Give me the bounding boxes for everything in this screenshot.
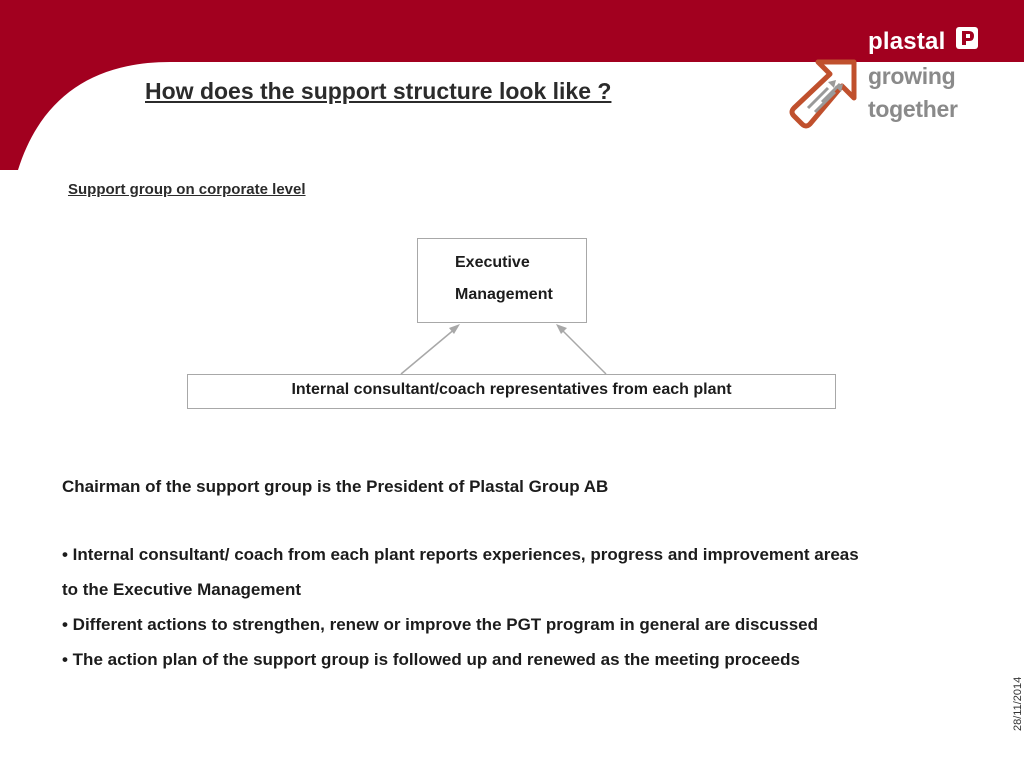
connector-arrow-left [401, 324, 460, 374]
plastal-p-mark-icon [956, 27, 978, 49]
tagline-growing: growing [868, 63, 956, 89]
growth-arrow-logo-icon [788, 58, 858, 132]
tagline-together: together [868, 96, 958, 122]
consultant-box-label: Internal consultant/coach representatives from each plant [291, 381, 732, 398]
date-stamp: 28/11/2014 [1012, 676, 1024, 731]
bullet-item-actions: • Different actions to strengthen, renew or improve the PGT program in general are discussed [62, 615, 819, 634]
bullet-item-reports: • Internal consultant/ coach from each plant reports experiences, progress and improvement areas [62, 545, 859, 564]
executive-management-box [417, 238, 587, 323]
chairman-statement: Chairman of the support group is the President of Plastal Group AB [62, 477, 609, 496]
connector-arrow-right [556, 324, 606, 374]
executive-box-line-1: Executive [455, 254, 530, 271]
bullet-item-reports-continued: to the Executive Management [62, 580, 302, 599]
bullet-item-action-plan: • The action plan of the support group is followed up and renewed as the meeting proceeds [62, 650, 800, 669]
slide-title: How does the support structure look like ? [145, 78, 612, 104]
section-heading: Support group on corporate level [68, 181, 306, 198]
brand-name: plastal [868, 28, 946, 55]
executive-box-line-2: Management [455, 286, 553, 303]
